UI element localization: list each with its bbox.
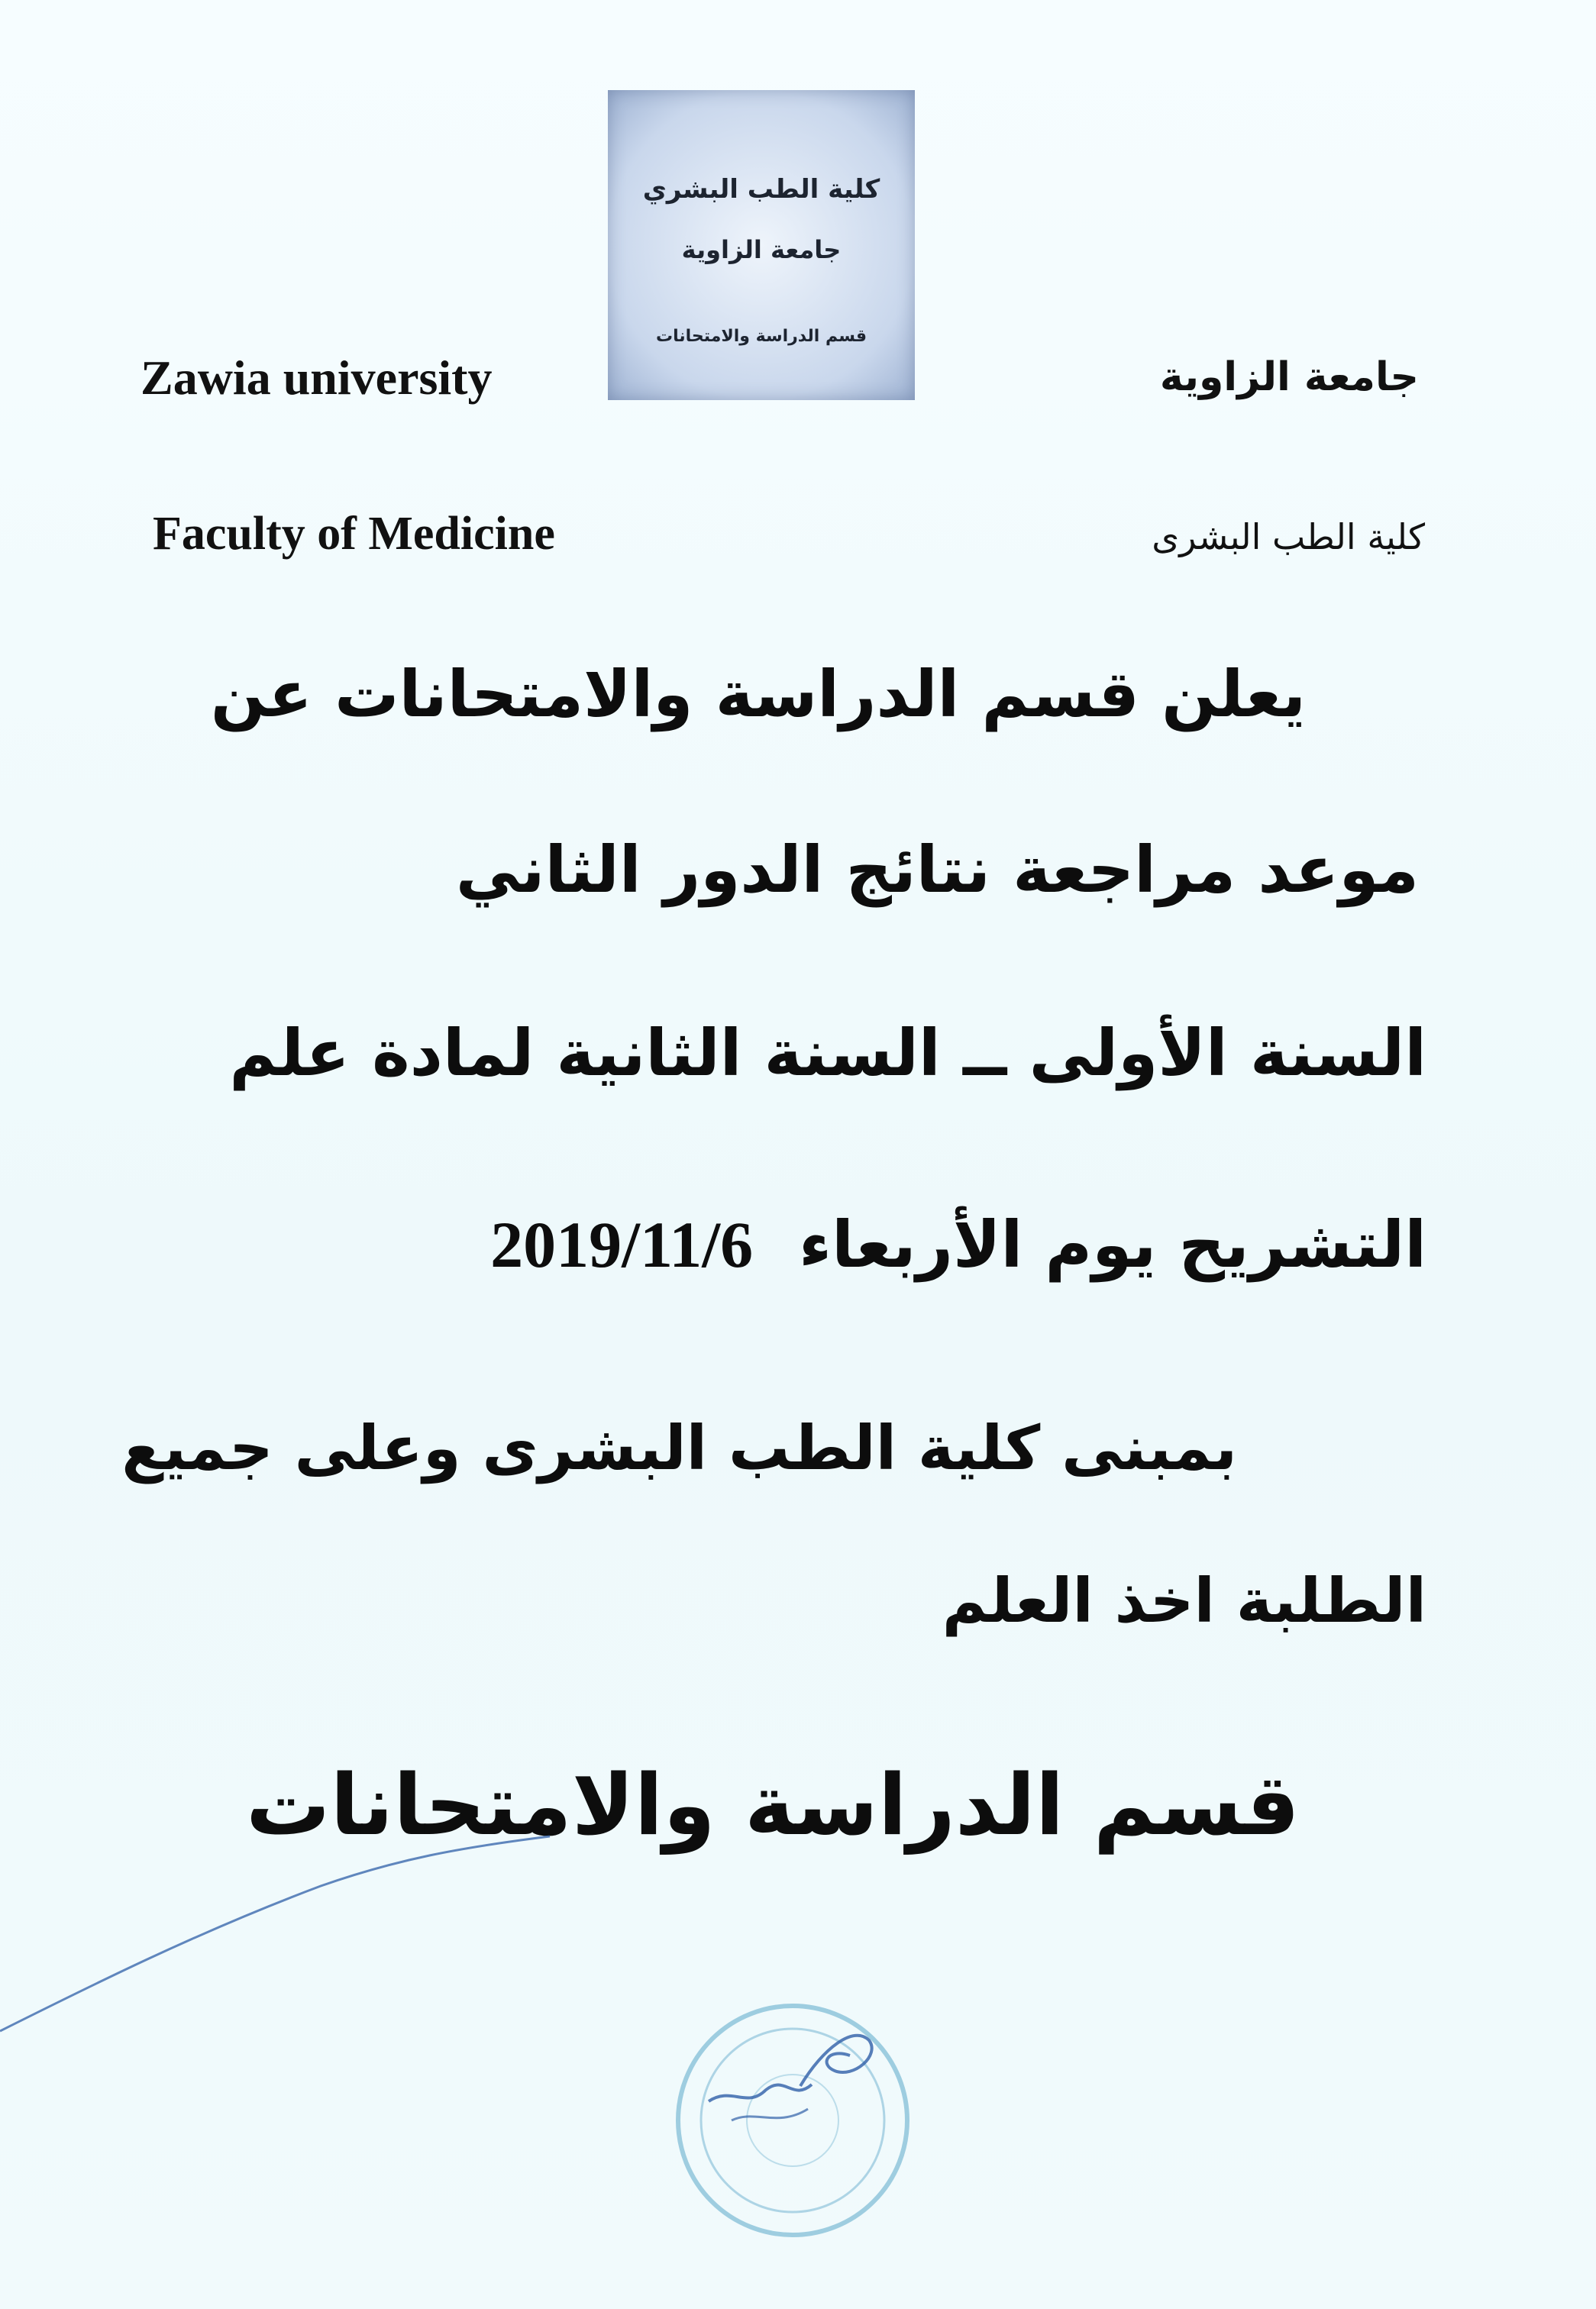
faculty-name-arabic: كلية الطب البشرى bbox=[1152, 516, 1425, 557]
announcement-day-text: التشريح يوم الأربعاء bbox=[799, 1207, 1426, 1282]
logo-department-name: قسم الدراسة والامتحانات bbox=[656, 327, 867, 346]
official-stamp bbox=[663, 1994, 922, 2246]
announcement-line-5: بمبنى كلية الطب البشرى وعلى جميع bbox=[121, 1413, 1237, 1484]
logo-university-name: جامعة الزاوية bbox=[681, 235, 842, 264]
announcement-line-6: الطلبة اخذ العلم bbox=[942, 1565, 1426, 1636]
university-name-english: Zawia university bbox=[141, 350, 493, 405]
faculty-name-english: Faculty of Medicine bbox=[153, 508, 555, 560]
faculty-logo bbox=[608, 90, 915, 400]
signature-pen-stroke bbox=[0, 1817, 626, 2046]
announcement-line-2: موعد مراجعة نتائج الدور الثاني bbox=[455, 832, 1419, 907]
announcement-date: 2019/11/6 bbox=[490, 1208, 754, 1281]
announcement-line-3: السنة الأولى ــ السنة الثانية لمادة علم bbox=[229, 1016, 1426, 1090]
signing-department: قسم الدراسة والامتحانات bbox=[246, 1756, 1300, 1854]
university-name-arabic: جامعة الزاوية bbox=[1159, 354, 1419, 400]
announcement-line-4 bbox=[490, 1206, 1426, 1283]
announcement-line-1: يعلن قسم الدراسة والامتحانات عن bbox=[210, 657, 1306, 731]
logo-faculty-name: كلية الطب البشري bbox=[642, 174, 880, 205]
